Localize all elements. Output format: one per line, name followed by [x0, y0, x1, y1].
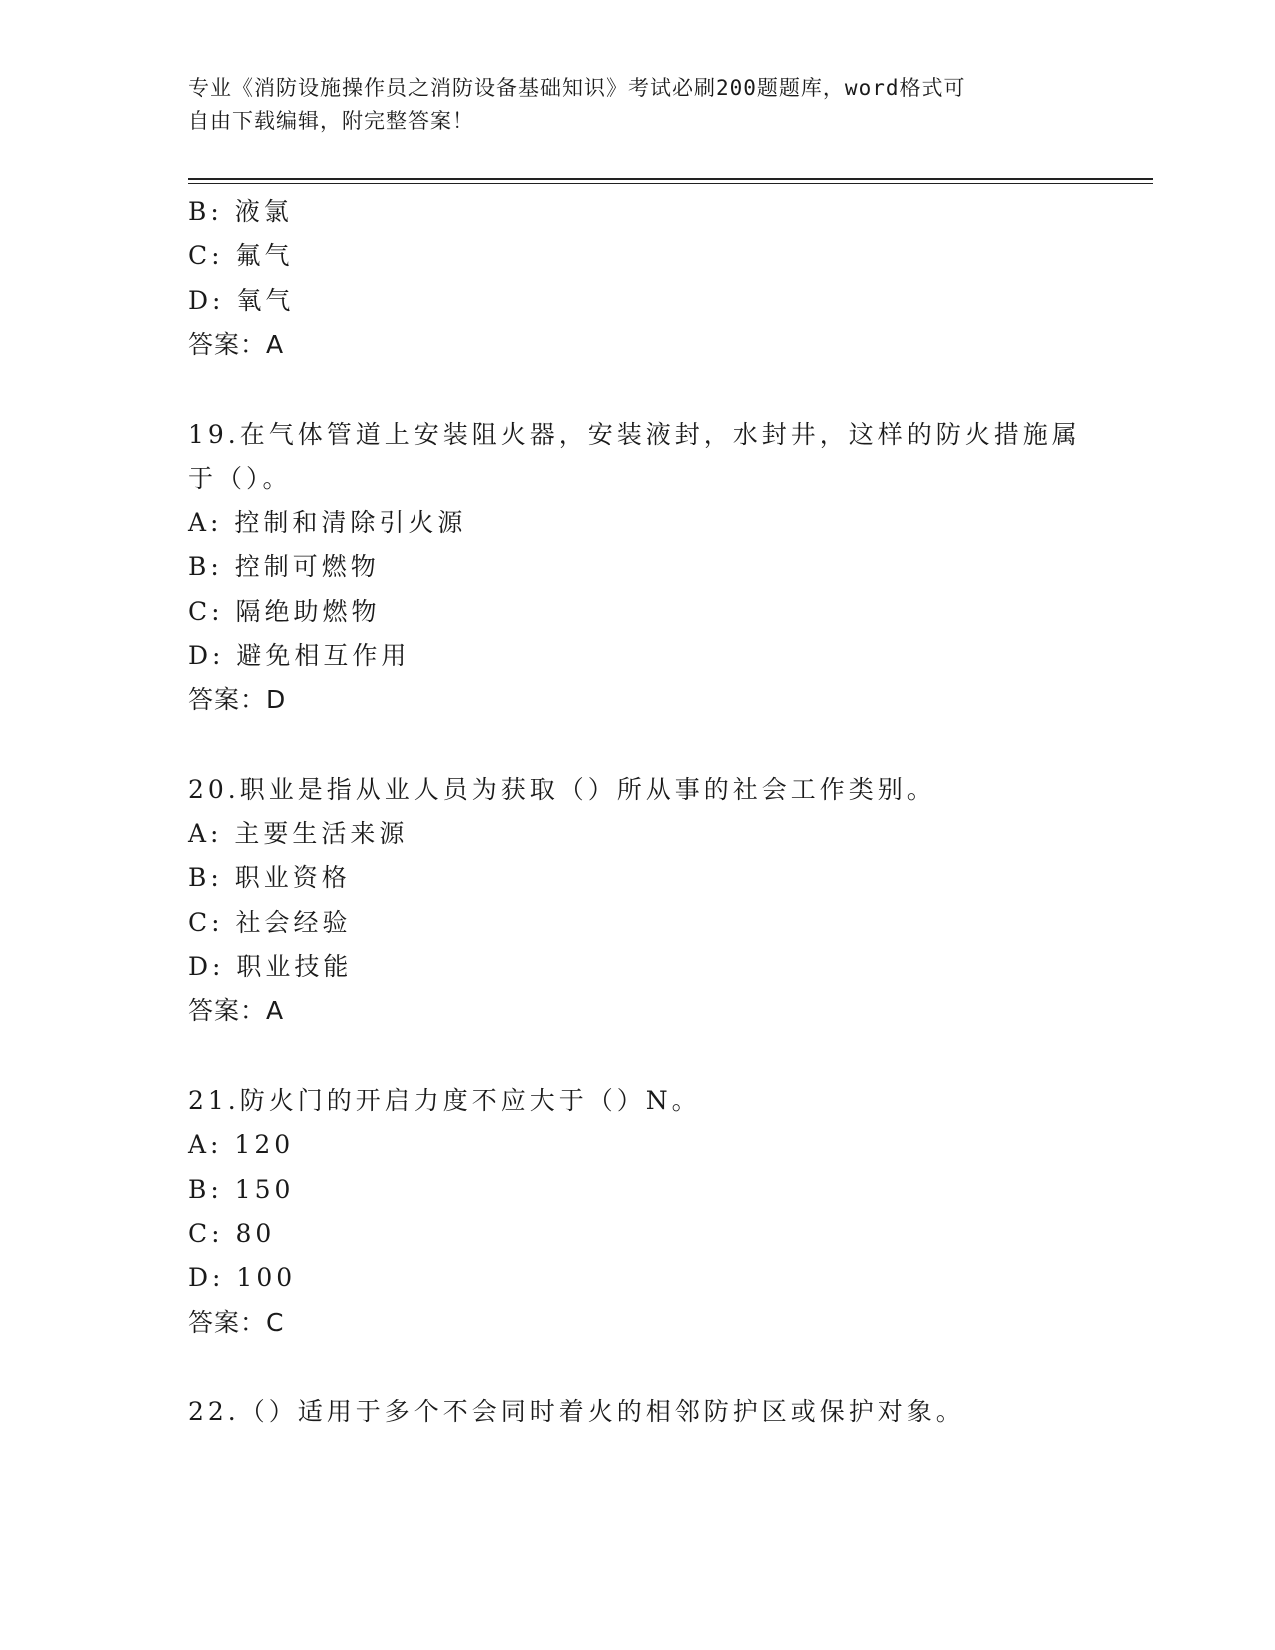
question-21-option-a: A: 120: [188, 1130, 295, 1159]
option-b: B: 液氯: [188, 197, 293, 226]
question-20-stem: 20.职业是指从业人员为获取（）所从事的社会工作类别。: [188, 775, 936, 804]
question-19-stem-line-1: 19.在气体管道上安装阻火器，安装液封，水封井，这样的防火措施属: [188, 420, 1081, 449]
question-19-option-a: A: 控制和清除引火源: [188, 508, 467, 537]
question-20-option-b: B: 职业资格: [188, 863, 351, 892]
question-21-option-d: D: 100: [188, 1263, 297, 1292]
header-line-2: 自由下载编辑，附完整答案！: [188, 109, 474, 133]
question-19-stem-line-2: 于（）。: [188, 464, 292, 493]
question-20-option-a: A: 主要生活来源: [188, 819, 409, 848]
header-divider-thin: [188, 183, 1153, 184]
answer: 答案：A: [188, 330, 285, 359]
question-20-option-c: C: 社会经验: [188, 908, 352, 937]
option-d: D: 氧气: [188, 286, 295, 315]
document-header: [188, 72, 1068, 138]
question-21-stem: 21.防火门的开启力度不应大于（）N。: [188, 1086, 701, 1115]
question-21-option-c: C: 80: [188, 1219, 276, 1248]
question-21-option-b: B: 150: [188, 1175, 295, 1204]
question-20-answer: 答案：A: [188, 996, 285, 1025]
question-19-answer: 答案：D: [188, 685, 287, 714]
question-19-option-d: D: 避免相互作用: [188, 641, 411, 670]
question-22-stem: 22.（）适用于多个不会同时着火的相邻防护区或保护对象。: [188, 1397, 965, 1426]
header-line-1: 专业《消防设施操作员之消防设备基础知识》考试必刷200题题库，word格式可: [188, 76, 966, 100]
question-20-option-d: D: 职业技能: [188, 952, 353, 981]
question-19-option-b: B: 控制可燃物: [188, 552, 380, 581]
header-divider-thick: [188, 178, 1153, 180]
option-c: C: 氟气: [188, 241, 294, 270]
question-21-answer: 答案：C: [188, 1308, 285, 1337]
question-19-option-c: C: 隔绝助燃物: [188, 597, 381, 626]
